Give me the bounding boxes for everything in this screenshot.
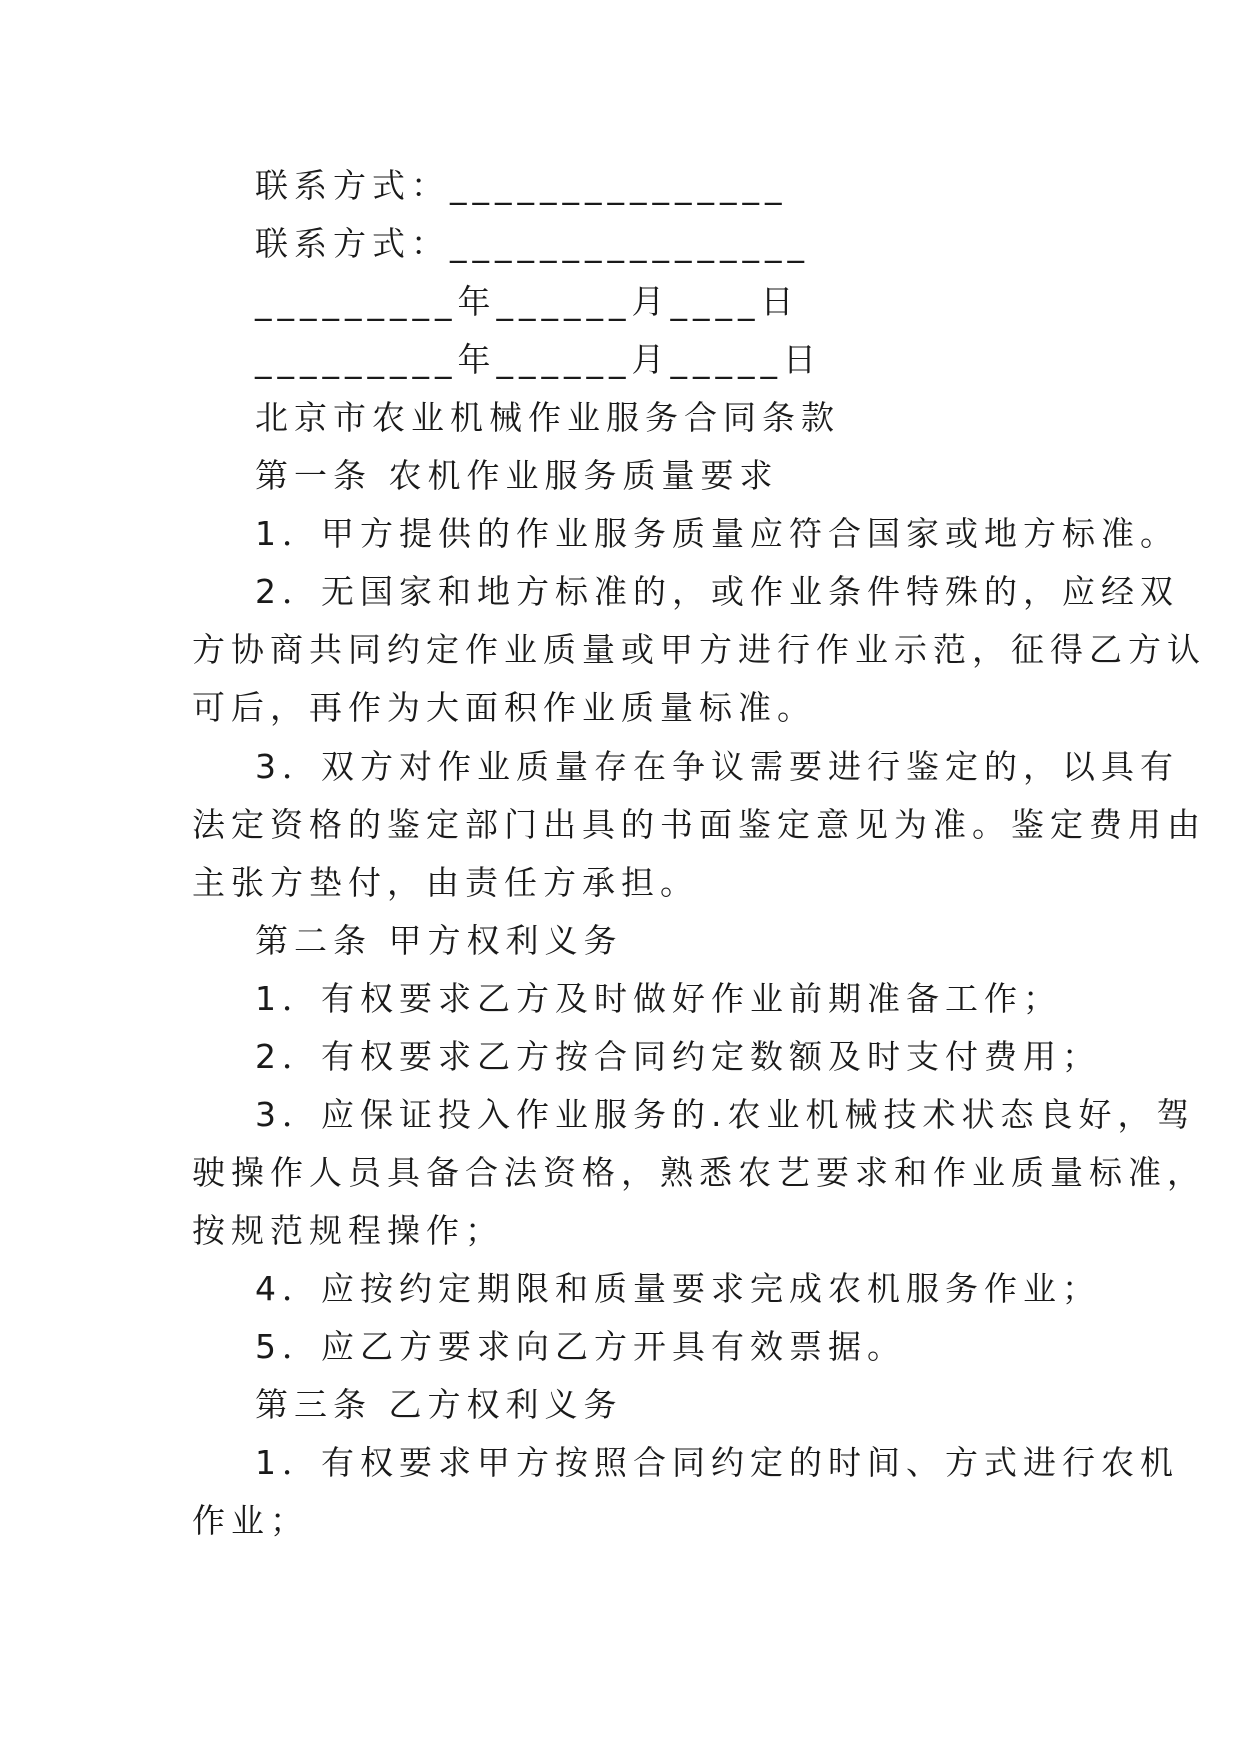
paragraph-line: 4．应按约定期限和质量要求完成农机服务作业； [255,1269,1101,1308]
paragraph-line: 主张方垫付，由责任方承担。 [192,863,699,902]
date-line-2: _________年______月_____日 [255,340,822,379]
paragraph-line: 方协商共同约定作业质量或甲方进行作业示范，征得乙方认 [192,630,1206,669]
article-2-heading: 第二条 甲方权利义务 [255,921,623,960]
date-line-1: _________年______月____日 [255,282,800,321]
paragraph-line: 1．甲方提供的作业服务质量应符合国家或地方标准。 [255,514,1179,553]
paragraph-line: 按规范规程操作； [192,1211,504,1250]
paragraph-line: 5．应乙方要求向乙方开具有效票据。 [255,1327,906,1366]
article-1-heading: 第一条 农机作业服务质量要求 [255,456,779,495]
paragraph-line: 法定资格的鉴定部门出具的书面鉴定意见为准。鉴定费用由 [192,805,1206,844]
paragraph-line: 可后，再作为大面积作业质量标准。 [192,688,816,727]
paragraph-line: 3．应保证投入作业服务的.农业机械技术状态良好，驾 [255,1095,1196,1134]
contact-line-2: 联系方式：________________ [255,224,810,263]
paragraph-line: 驶操作人员具备合法资格，熟悉农艺要求和作业质量标准， [192,1153,1206,1192]
paragraph-line: 2．有权要求乙方按合同约定数额及时支付费用； [255,1037,1101,1076]
article-3-heading: 第三条 乙方权利义务 [255,1385,623,1424]
contact-line-1: 联系方式：_______________ [255,166,788,205]
paragraph-line: 1．有权要求甲方按照合同约定的时间、方式进行农机 [255,1443,1179,1482]
paragraph-line: 1．有权要求乙方及时做好作业前期准备工作； [255,979,1062,1018]
document-title: 北京市农业机械作业服务合同条款 [255,398,840,437]
paragraph-line: 2．无国家和地方标准的，或作业条件特殊的，应经双 [255,572,1179,611]
paragraph-line: 3．双方对作业质量存在争议需要进行鉴定的，以具有 [255,747,1179,786]
paragraph-line: 作业； [192,1501,309,1540]
